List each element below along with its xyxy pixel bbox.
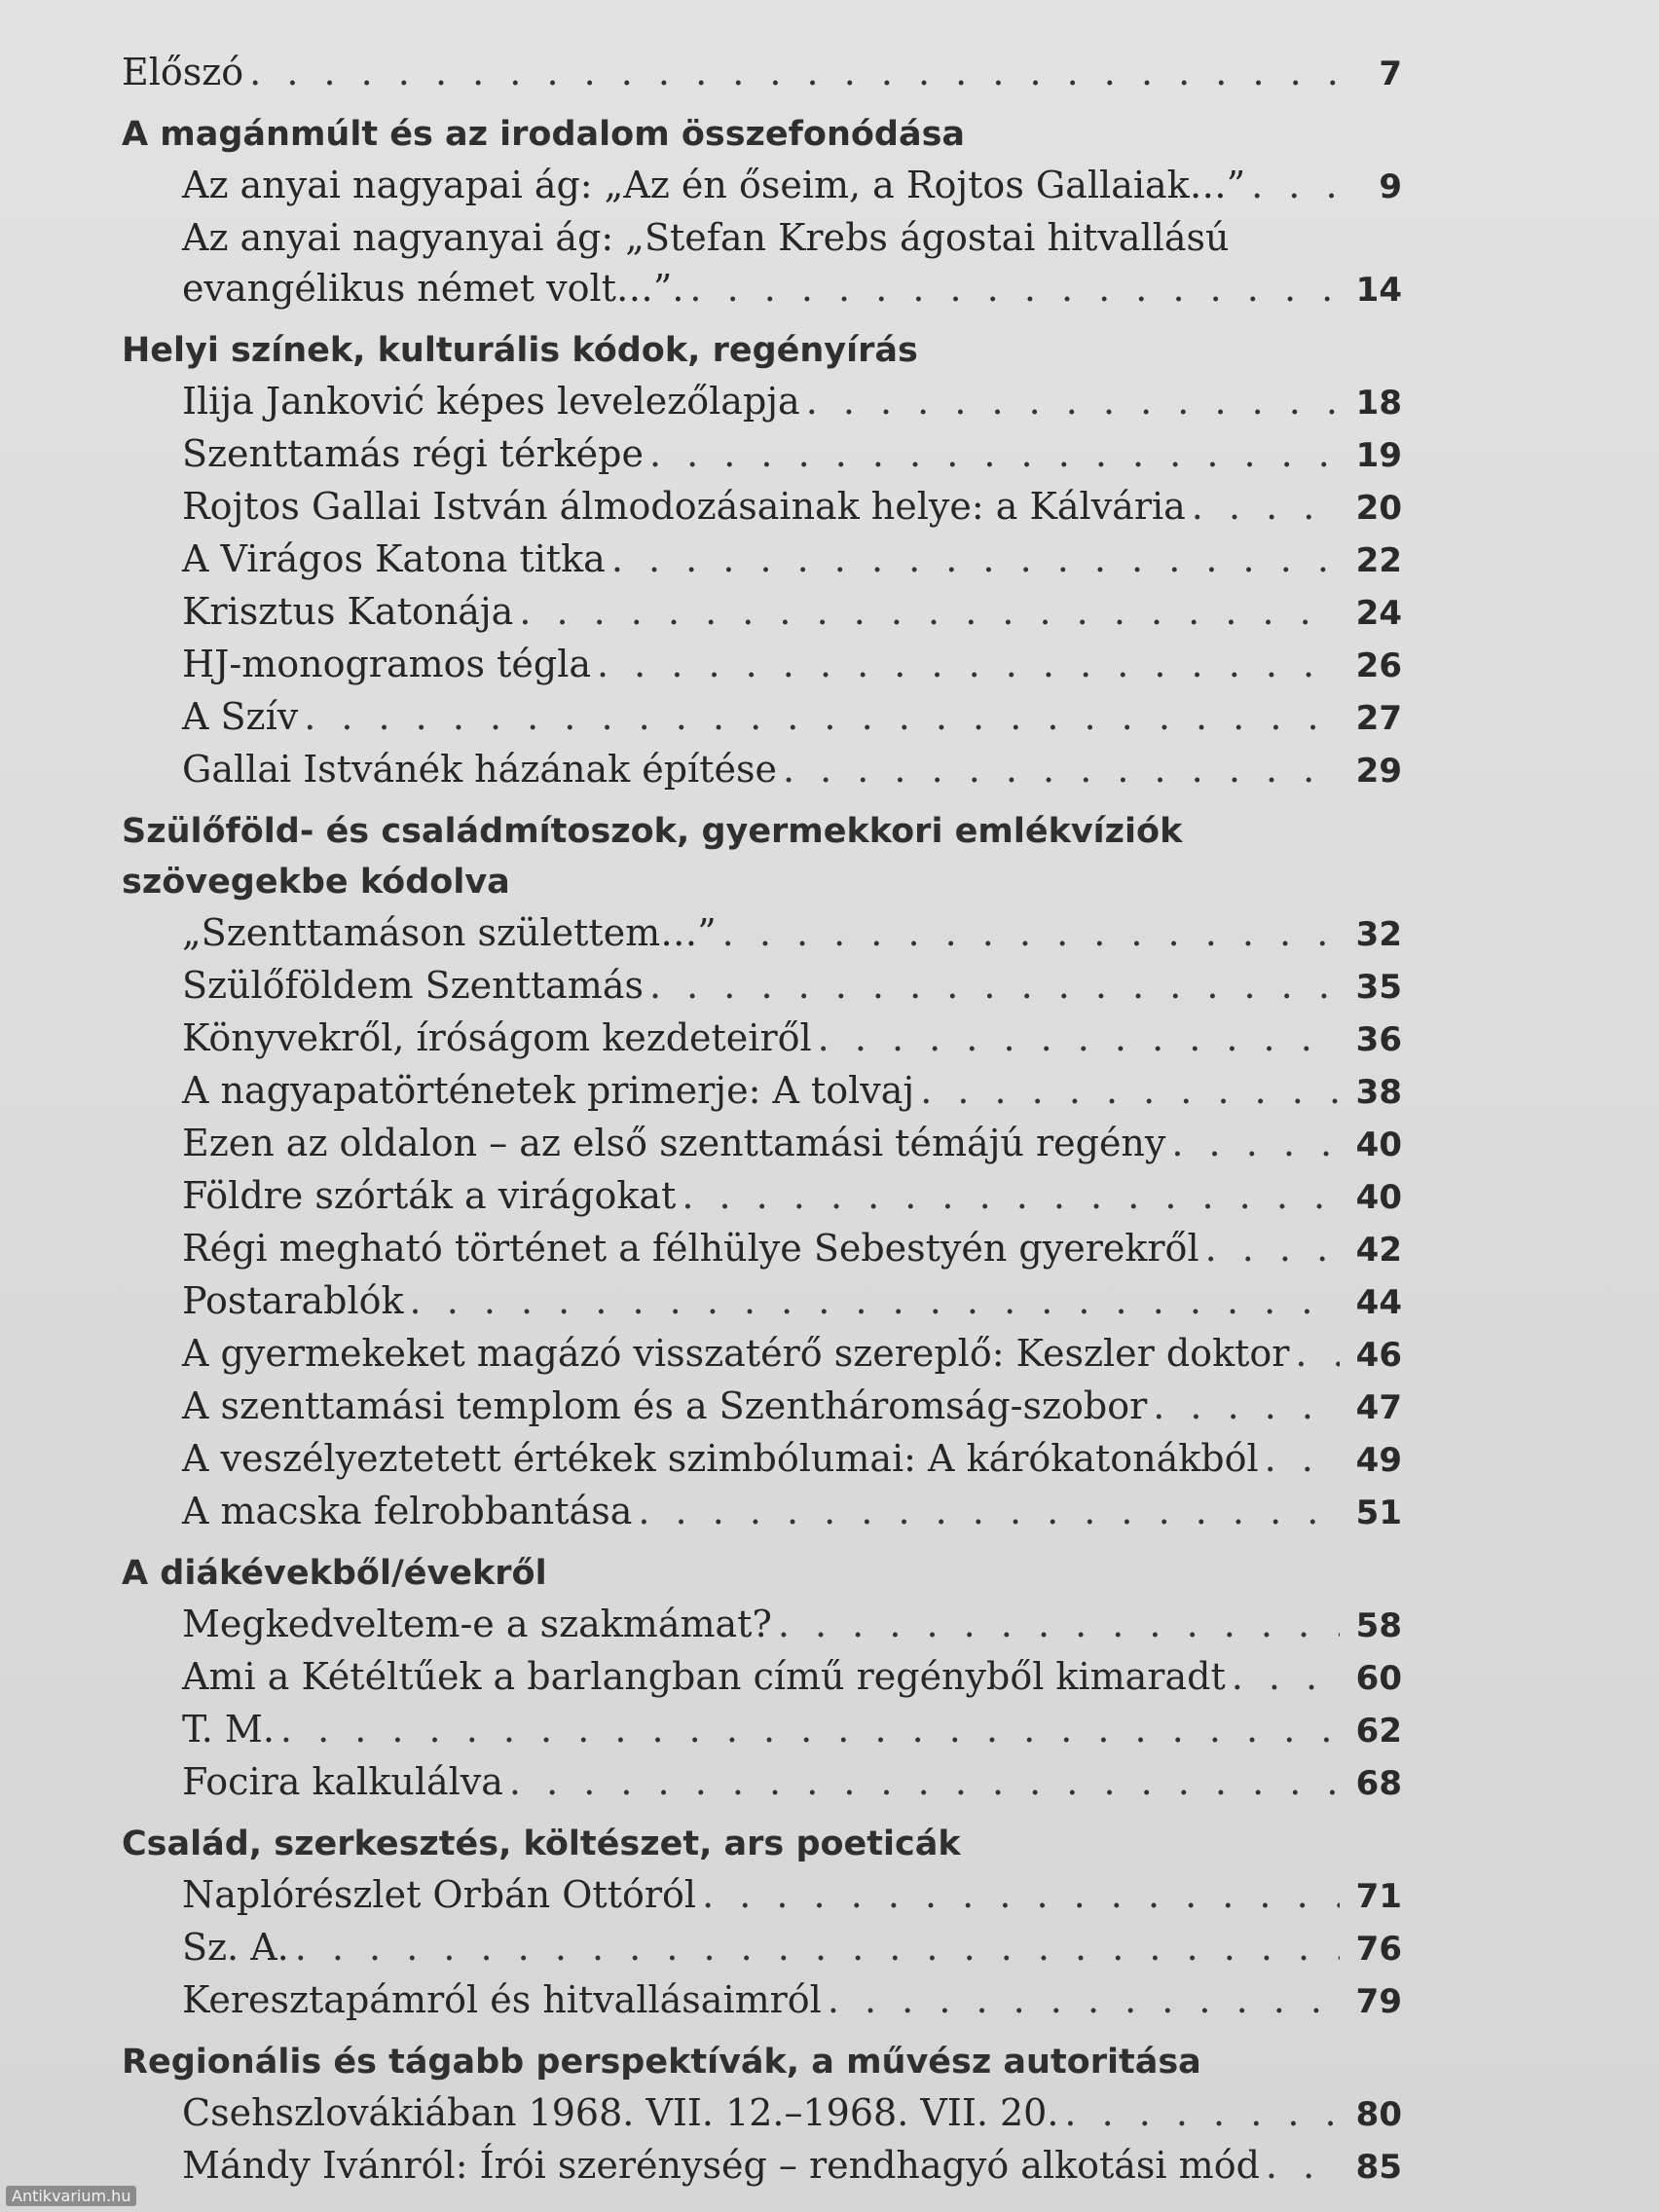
section-heading: Regionális és tágabb perspektívák, a művész autoritása: [122, 2043, 1201, 2082]
toc-entry-page-number: 18: [1355, 384, 1402, 423]
toc-entry: [122, 376, 1402, 428]
toc-entry: [122, 1118, 1402, 1170]
toc-entry-page-number: 22: [1355, 541, 1402, 580]
toc-entry-page-number: 32: [1355, 915, 1402, 954]
dot-leader: [249, 47, 1340, 97]
toc-entry-page-number: 29: [1355, 752, 1402, 791]
toc-entry-title: Ezen az oldalon – az első szenttamási témájú regény: [182, 1122, 1166, 1164]
dot-leader: [806, 376, 1340, 426]
toc-entry: [122, 2087, 1402, 2140]
toc-entry-page-number: 7: [1379, 55, 1402, 93]
toc-entry-title: Keresztapámról és hitvallásaimról: [182, 1978, 822, 2021]
toc-entry-title: evangélikus német volt…”.: [182, 267, 684, 310]
toc-entry-page-number: 26: [1355, 646, 1402, 685]
toc-entry-page-number: 62: [1355, 1712, 1402, 1751]
toc-entry-title: Rojtos Gallai István álmodozásainak helye: a Kálvária: [182, 485, 1186, 528]
toc-entry: [122, 1704, 1402, 1756]
toc-entry-title: Régi megható történet a félhülye Sebestyén gyerekről: [182, 1227, 1199, 1270]
toc-entry-title: A veszélyeztetett értékek szimbólumai: A kárókatonákból: [182, 1437, 1259, 1480]
dot-leader: [638, 1486, 1340, 1536]
dot-leader: [1205, 1223, 1340, 1273]
dot-leader: [611, 534, 1340, 584]
toc-entry-title: A Virágos Katona titka: [182, 537, 606, 580]
toc-entry: [122, 1599, 1402, 1651]
toc-entry: [122, 47, 1402, 99]
toc-entry: [122, 428, 1402, 481]
toc-entry-page-number: 58: [1355, 1606, 1402, 1645]
dot-leader: [1295, 1328, 1340, 1379]
toc-entry-title: Postarablók: [182, 1279, 404, 1322]
dot-leader: [722, 907, 1340, 958]
dot-leader: [597, 639, 1340, 689]
toc-entry: [122, 1328, 1402, 1381]
dot-leader: [304, 691, 1340, 742]
dot-leader: [509, 1756, 1340, 1807]
toc-entry: [122, 960, 1402, 1013]
toc-entry-title: Focira kalkulálva: [182, 1760, 503, 1803]
section-heading: Szülőföld- és családmítoszok, gyermekkori emlékvíziók szövegekbe kódolva: [122, 812, 1183, 902]
dot-leader: [689, 263, 1340, 313]
toc-entry-title: Földre szórták a virágokat: [182, 1174, 677, 1217]
toc-entry-title: Csehszlovákiában 1968. VII. 12.–1968. VII. 20.: [182, 2091, 1059, 2134]
toc-entry-title: Könyvekről, íróságom kezdeteiről: [182, 1016, 812, 1059]
toc-entry-title: Az anyai nagyapai ág: „Az én őseim, a Rojtos Gallaiak…”: [182, 164, 1246, 206]
toc-entry-page-number: 19: [1355, 436, 1402, 475]
toc-entry-page-number: 51: [1355, 1493, 1402, 1532]
toc-entry-page-number: 85: [1355, 2148, 1402, 2187]
toc-entry: [122, 1756, 1402, 1809]
dot-leader: [783, 744, 1340, 794]
dot-leader: [519, 586, 1340, 637]
toc-entry-page-number: 38: [1355, 1073, 1402, 1112]
toc-entry-title: Mándy Ivánról: Írói szerénység – rendhagyó alkotási mód: [182, 2144, 1260, 2187]
toc-entry: [122, 534, 1402, 586]
toc-entry-title: A Szív: [182, 695, 299, 738]
toc-entry-page-number: 44: [1355, 1283, 1402, 1322]
toc-entry-page-number: 24: [1355, 594, 1402, 633]
dot-leader: [410, 1275, 1340, 1326]
toc-entry-title: Ilija Janković képes levelezőlapja: [182, 380, 800, 423]
toc-entry-title: A nagyapatörténetek primerje: A tolvaj: [182, 1069, 915, 1112]
toc-entry-title: T. M.: [182, 1708, 275, 1751]
section-heading: A diákévekből/évekről: [122, 1554, 547, 1593]
toc-entry: [122, 1013, 1402, 1065]
toc-entry-title: Gallai Istvánék házának építése: [182, 748, 777, 791]
toc-entry-page-number: 14: [1355, 271, 1402, 310]
dot-leader: [1266, 2140, 1340, 2191]
dot-leader: [1064, 2087, 1340, 2138]
dot-leader: [649, 428, 1340, 479]
toc-entry: [122, 1651, 1402, 1704]
dot-leader: [920, 1065, 1340, 1116]
toc-entry-title: Szenttamás régi térképe: [182, 432, 644, 475]
toc-entry-page-number: 35: [1355, 968, 1402, 1007]
toc-entry-page-number: 60: [1355, 1659, 1402, 1698]
dot-leader: [295, 1922, 1340, 1972]
toc-entry-page-number: 42: [1355, 1231, 1402, 1270]
dot-leader: [280, 1704, 1340, 1754]
dot-leader: [1171, 1118, 1340, 1168]
table-of-contents: [122, 47, 1402, 2193]
toc-entry-page-number: 46: [1355, 1336, 1402, 1375]
toc-entry: [122, 160, 1402, 212]
toc-entry-page-number: 49: [1355, 1441, 1402, 1480]
toc-entry: [122, 744, 1402, 796]
toc-entry: [122, 212, 1402, 263]
toc-entry-title-first-line: Az anyai nagyanyai ág: „Stefan Krebs ágostai hitvallású: [182, 216, 1230, 259]
toc-entry: [122, 1170, 1402, 1223]
dot-leader: [1153, 1381, 1340, 1431]
toc-entry: [122, 1869, 1402, 1922]
toc-entry-title: A gyermekeket magázó visszatérő szereplő: Keszler doktor: [182, 1332, 1290, 1375]
toc-entry-title: „Szenttamáson születtem…”: [182, 911, 717, 954]
toc-entry-title: Naplórészlet Orbán Ottóról: [182, 1873, 697, 1916]
toc-entry-title: A szenttamási templom és a Szentháromság-szobor: [182, 1384, 1148, 1427]
dot-leader: [1265, 1433, 1340, 1484]
toc-entry-page-number: 40: [1355, 1178, 1402, 1217]
toc-entry-title: Sz. A.: [182, 1926, 289, 1969]
toc-entry: [122, 639, 1402, 691]
toc-entry: [122, 263, 1402, 315]
toc-entry: [122, 2140, 1402, 2193]
toc-entry: [122, 1065, 1402, 1118]
dot-leader: [1192, 481, 1340, 532]
dot-leader: [828, 1974, 1340, 2025]
toc-entry-page-number: 27: [1355, 699, 1402, 738]
toc-entry-title: Szülőföldem Szenttamás: [182, 964, 644, 1007]
toc-entry-page-number: 20: [1355, 489, 1402, 528]
toc-entry-page-number: 76: [1355, 1930, 1402, 1969]
section-heading: Család, szerkesztés, költészet, ars poeticák: [122, 1825, 961, 1863]
toc-entry: [122, 1486, 1402, 1538]
watermark-label: Antikvarium.hu: [6, 2186, 136, 2206]
toc-entry-page-number: 80: [1355, 2095, 1402, 2134]
toc-entry: [122, 1433, 1402, 1486]
toc-entry: [122, 481, 1402, 534]
dot-leader: [1232, 1651, 1340, 1702]
dot-leader: [649, 960, 1340, 1011]
toc-entry-page-number: 68: [1355, 1764, 1402, 1803]
section-heading: Helyi színek, kulturális kódok, regényírás: [122, 331, 918, 370]
toc-entry: [122, 1223, 1402, 1275]
toc-entry-title: A macska felrobbantása: [182, 1490, 633, 1532]
toc-entry-title: Megkedveltem-e a szakmámat?: [182, 1603, 772, 1645]
toc-entry-title: Előszó: [122, 51, 244, 93]
toc-entry: [122, 1381, 1402, 1433]
toc-entry: [122, 1922, 1402, 1974]
toc-entry-page-number: 71: [1355, 1877, 1402, 1916]
dot-leader: [682, 1170, 1340, 1221]
toc-entry-title: Krisztus Katonája: [182, 590, 514, 633]
toc-entry: [122, 586, 1402, 639]
dot-leader: [702, 1869, 1340, 1920]
toc-entry-page-number: 9: [1379, 167, 1402, 206]
section-heading: A magánmúlt és az irodalom összefonódása: [122, 115, 966, 154]
toc-entry-title: HJ-monogramos tégla: [182, 643, 592, 685]
dot-leader: [818, 1013, 1340, 1063]
toc-entry-page-number: 36: [1355, 1020, 1402, 1059]
toc-entry-page-number: 47: [1355, 1388, 1402, 1427]
dot-leader: [1251, 160, 1340, 210]
toc-entry: [122, 1974, 1402, 2027]
dot-leader: [778, 1599, 1340, 1649]
toc-entry: [122, 691, 1402, 744]
toc-entry: [122, 1275, 1402, 1328]
toc-entry-page-number: 40: [1355, 1125, 1402, 1164]
toc-entry: [122, 907, 1402, 960]
toc-entry-title: Ami a Kétéltűek a barlangban című regényből kimaradt: [182, 1655, 1226, 1698]
toc-entry-page-number: 79: [1355, 1982, 1402, 2021]
